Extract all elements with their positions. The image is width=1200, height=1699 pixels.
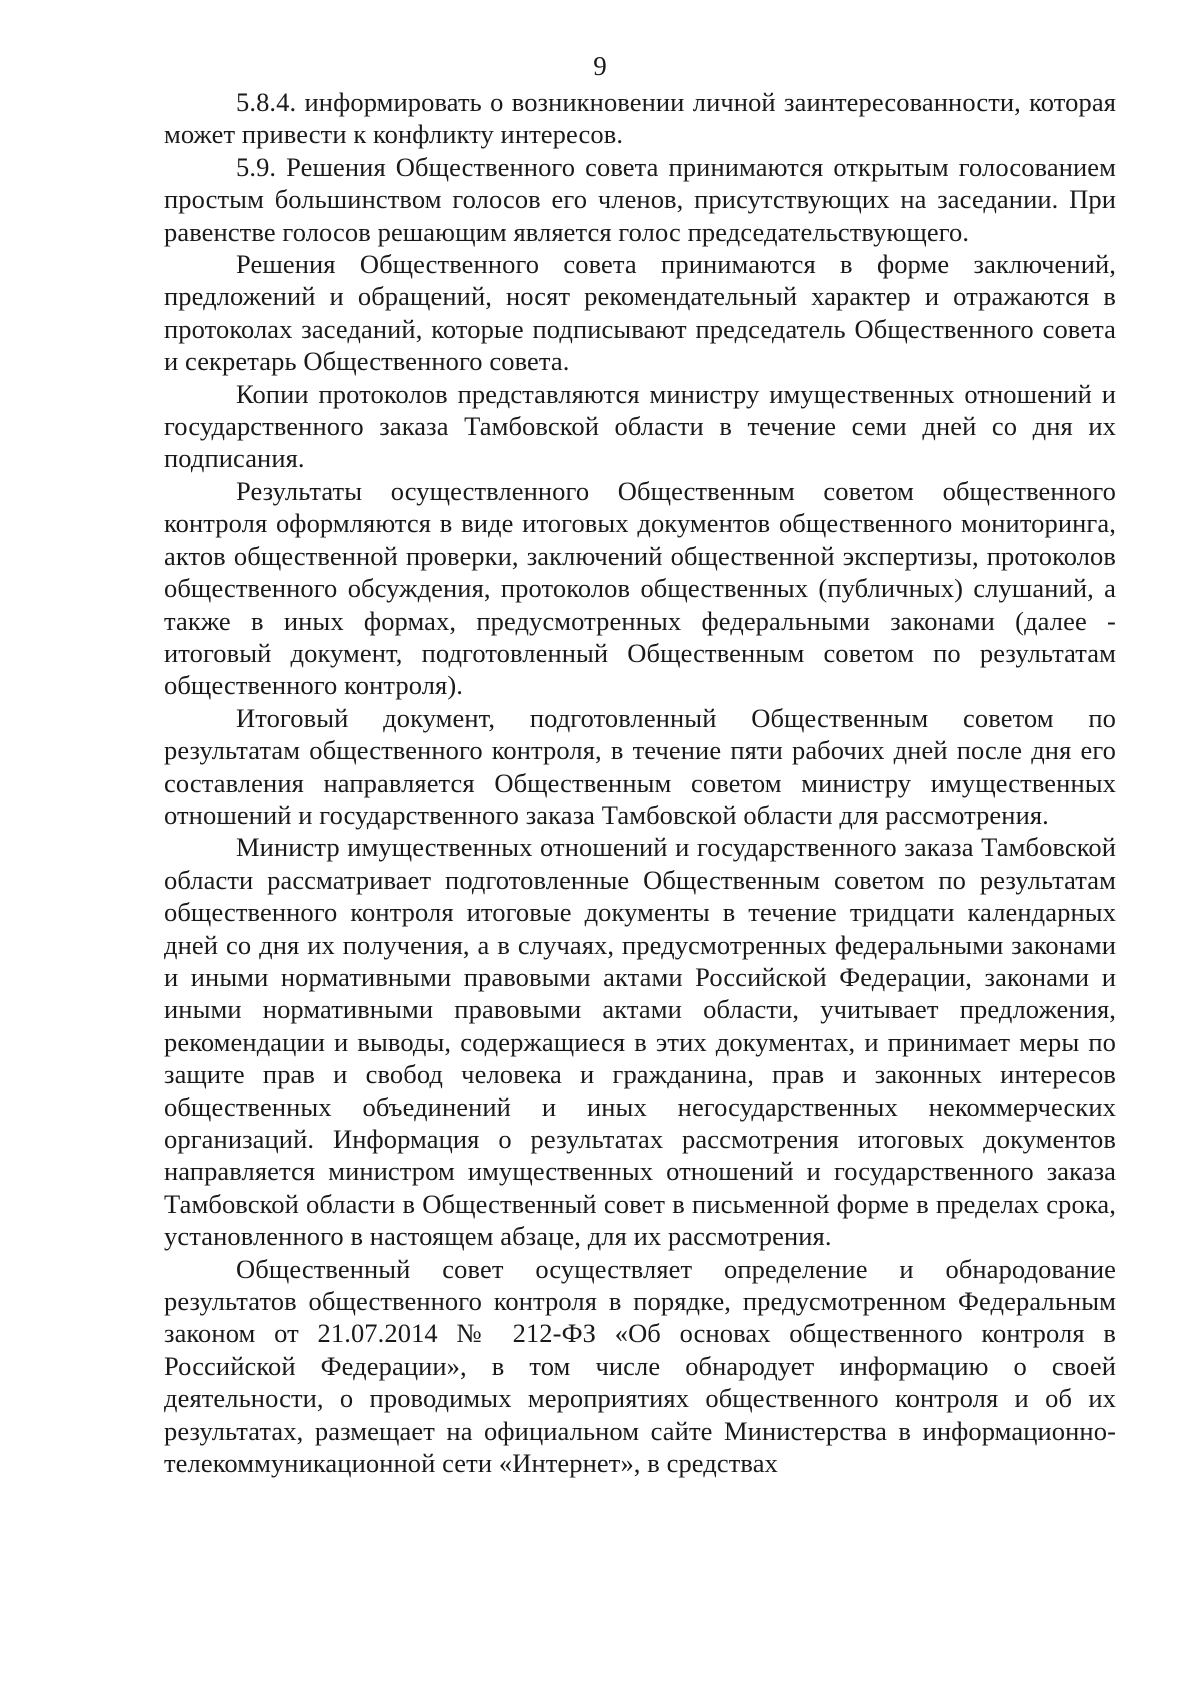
paragraph-decisions-form: Решения Общественного совета принимаются в форме заключений, предложений и обращений, носят рекомендательный характер и отражаются в протоколах заседаний, которые подписывают председатель Общественного совета и секретарь Общественного совета.	[164, 249, 1116, 377]
paragraph-minister-review: Министр имущественных отношений и государственного заказа Тамбовской области рассматривает подготовленные Общественным советом по результатам общественного контроля итоговые документы в течение тридцати календарных дней со дня их получения, а в случаях, предусмотренных федеральными законами и иными нормативными правовыми актами Российской Федерации, законами и иными нормативными правовыми актами области, учитывает предложения, рекомендации и выводы, содержащиеся в этих документах, и принимает меры по защите прав и свобод человека и гражданина, прав и законных интересов общественных объединений и иных негосударственных некоммерческих организаций. Информация о результатах рассмотрения итоговых документов направляется министром имущественных отношений и государственного заказа Тамбовской области в Общественный совет в письменной форме в пределах срока, установленного в настоящем абзаце, для их рассмотрения.	[164, 832, 1116, 1252]
paragraph-control-results: Результаты осуществленного Общественным советом общественного контроля оформляются в виде итоговых документов общественного мониторинга, актов общественной проверки, заключений общественной экспертизы, протоколов общественного обсуждения, протоколов общественных (публичных) слушаний, а также в иных формах, предусмотренных федеральными законами (далее - итоговый документ, подготовленный Общественным советом по результатам общественного контроля).	[164, 475, 1116, 701]
paragraph-publication: Общественный совет осуществляет определение и обнародование результатов общественного контроля в порядке, предусмотренном Федеральным законом от 21.07.2014 № 212-ФЗ «Об основах общественного контроля в Российской Федерации», в том числе обнародует информацию о своей деятельности, о проводимых мероприятиях общественного контроля и об их результатах, размещает на официальном сайте Министерства в информационно-телекоммуникационной сети «Интернет», в средствах	[164, 1253, 1116, 1479]
paragraph-final-document: Итоговый документ, подготовленный Общественным советом по результатам общественного контроля, в течение пяти рабочих дней после дня его составления направляется Общественным советом министру имущественных отношений и государственного заказа Тамбовской области для рассмотрения.	[164, 702, 1116, 830]
paragraph-5-9: 5.9. Решения Общественного совета принимаются открытым голосованием простым большинством голосов его членов, присутствующих на заседании. При равенстве голосов решающим является голос председательствующего.	[164, 151, 1116, 247]
document-body	[164, 86, 1116, 1479]
paragraph-protocol-copies: Копии протоколов представляются министру имущественных отношений и государственного заказа Тамбовской области в течение семи дней со дня их подписания.	[164, 378, 1116, 474]
paragraph-5-8-4: 5.8.4. информировать о возникновении личной заинтересованности, которая может привести к конфликту интересов.	[164, 87, 1116, 150]
page-number: 9	[593, 51, 607, 81]
